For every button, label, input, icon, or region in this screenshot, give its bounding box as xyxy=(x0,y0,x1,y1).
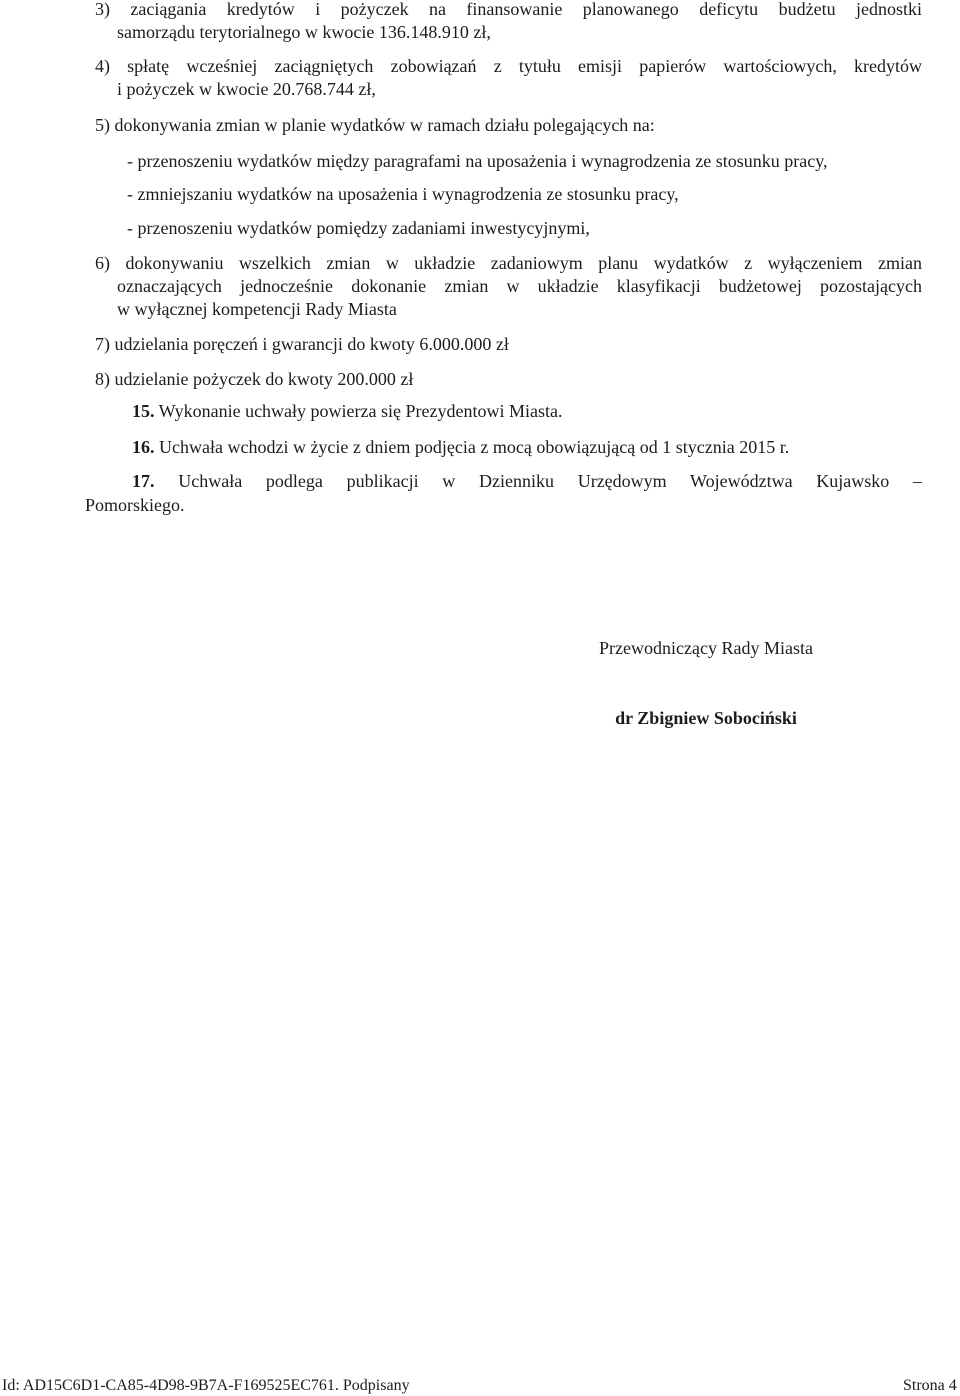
item-6-line-2: oznaczających jednocześnie dokonanie zmian w układzie klasyfikacji budżetowej pozostających xyxy=(117,276,922,296)
signature-name: dr Zbigniew Sobociński xyxy=(615,708,797,728)
item-3-line-2: samorządu terytorialnego w kwocie 136.148.910 zł, xyxy=(117,22,491,42)
item-5-sub-2: - zmniejszaniu wydatków na uposażenia i wynagrodzenia ze stosunku pracy, xyxy=(127,184,679,204)
section-17-number: 17. xyxy=(132,471,155,491)
item-7: 7) udzielania poręczeń i gwarancji do kwoty 6.000.000 zł xyxy=(95,334,509,354)
footer-page-number: Strona 4 xyxy=(903,1377,957,1394)
section-16-number: 16. xyxy=(132,437,155,457)
item-6-line-3: w wyłącznej kompetencji Rady Miasta xyxy=(117,299,397,319)
item-4-line-1: 4) spłatę wcześniej zaciągniętych zobowiązań z tytułu emisji papierów wartościowych, kredytów xyxy=(95,56,922,76)
section-17-text-line-1: Uchwała podlega publikacji w Dzienniku Urzędowym Województwa Kujawsko – xyxy=(154,471,922,491)
section-15-number: 15. xyxy=(132,401,155,421)
item-5: 5) dokonywania zmian w planie wydatków w ramach działu polegających na: xyxy=(95,115,655,135)
section-16 xyxy=(132,436,789,458)
item-8: 8) udzielanie pożyczek do kwoty 200.000 zł xyxy=(95,369,414,389)
section-15-text: Wykonanie uchwały powierza się Prezydentowi Miasta. xyxy=(154,401,563,421)
signature-title: Przewodniczący Rady Miasta xyxy=(599,638,813,658)
section-15 xyxy=(132,400,562,422)
item-4-line-2: i pożyczek w kwocie 20.768.744 zł, xyxy=(117,79,376,99)
section-17-line-1 xyxy=(132,470,922,492)
footer-document-id: Id: AD15C6D1-CA85-4D98-9B7A-F169525EC761. Podpisany xyxy=(2,1377,410,1394)
item-5-sub-1: - przenoszeniu wydatków między paragrafami na uposażenia i wynagrodzenia ze stosunku pracy, xyxy=(127,151,828,171)
item-3-line-1: 3) zaciągania kredytów i pożyczek na finansowanie planowanego deficytu budżetu jednostki xyxy=(95,0,922,19)
item-6-line-1: 6) dokonywaniu wszelkich zmian w układzie zadaniowym planu wydatków z wyłączeniem zmian xyxy=(95,253,922,273)
section-17-line-2: Pomorskiego. xyxy=(85,495,185,515)
item-5-sub-3: - przenoszeniu wydatków pomiędzy zadaniami inwestycyjnymi, xyxy=(127,218,590,238)
section-16-text: Uchwała wchodzi w życie z dniem podjęcia z mocą obowiązującą od 1 stycznia 2015 r. xyxy=(154,437,790,457)
